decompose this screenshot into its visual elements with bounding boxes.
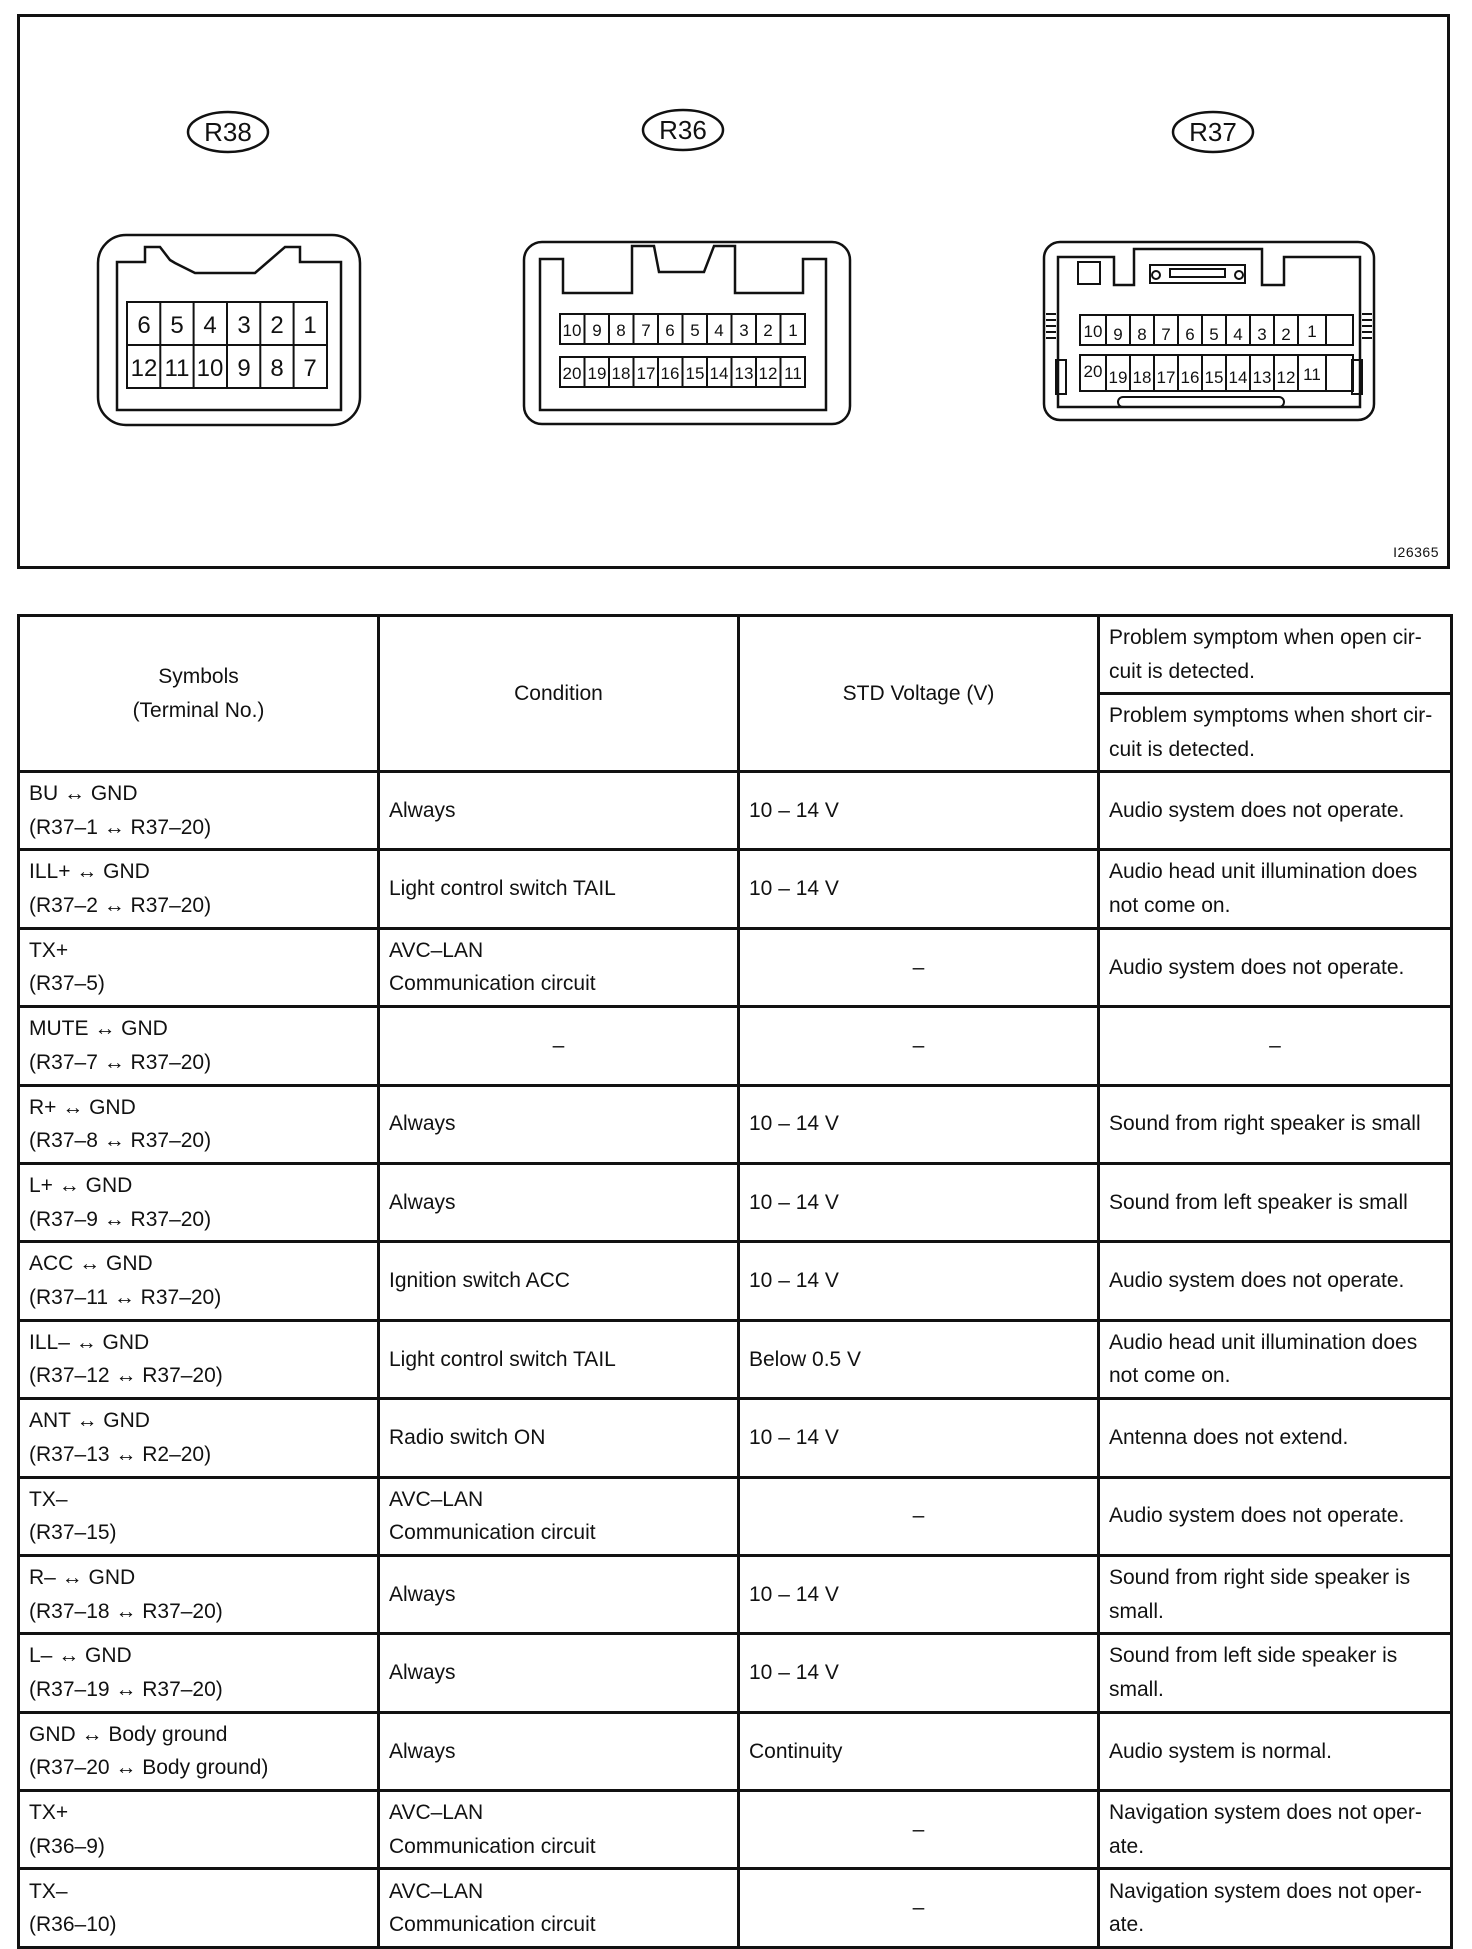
symbol-cell-text: (R37–9 ↔ R37–20)	[29, 1207, 212, 1231]
header-short-line1: Problem symptoms when short cir-	[1109, 703, 1433, 727]
r38-pin: 3	[237, 312, 251, 339]
voltage-cell-text: –	[912, 1034, 925, 1058]
r36-pin: 6	[665, 321, 675, 340]
symbol-cell	[19, 1320, 379, 1398]
header-open-line2: cuit is detected.	[1109, 659, 1255, 683]
problem-cell-text: Audio system does not operate.	[1109, 1504, 1405, 1528]
r36-pin: 3	[739, 321, 749, 340]
voltage-cell-text: 10 – 14 V	[749, 1269, 839, 1293]
r36-pin: 18	[611, 364, 631, 383]
voltage-cell	[739, 1791, 1099, 1869]
r36-pin: 9	[592, 321, 602, 340]
voltage-cell-text: 10 – 14 V	[749, 877, 839, 901]
symbol-cell-text: ACC ↔ GND	[29, 1252, 153, 1276]
condition-cell	[379, 1242, 739, 1320]
condition-cell	[379, 772, 739, 850]
r37-pin: 9	[1113, 325, 1123, 344]
symbol-cell	[19, 1242, 379, 1320]
symbol-cell-text: MUTE ↔ GND	[29, 1017, 168, 1041]
voltage-cell	[739, 1555, 1099, 1633]
condition-cell-text: Light control switch TAIL	[389, 1347, 616, 1371]
condition-cell	[379, 1477, 739, 1555]
condition-cell	[379, 928, 739, 1006]
symbol-cell-text: TX+	[29, 938, 69, 962]
voltage-cell-text: –	[912, 1896, 925, 1920]
problem-cell-text: not come on.	[1109, 1364, 1231, 1388]
r38-pin: 12	[130, 355, 158, 382]
r36-pin: 1	[788, 321, 798, 340]
problem-cell	[1099, 1712, 1452, 1790]
r37-pin: 7	[1161, 325, 1171, 344]
voltage-cell	[739, 1242, 1099, 1320]
problem-cell	[1099, 1242, 1452, 1320]
condition-cell-text: AVC–LAN	[389, 938, 484, 962]
problem-cell	[1099, 1399, 1452, 1477]
condition-cell-text: Radio switch ON	[389, 1426, 546, 1450]
symbol-cell-text: (R37–20 ↔ Body ground)	[29, 1756, 269, 1780]
symbol-cell-text: L+ ↔ GND	[29, 1174, 133, 1198]
header-open-circuit	[1099, 616, 1452, 694]
voltage-cell-text: –	[912, 1504, 925, 1528]
r38-pin: 9	[237, 355, 251, 382]
symbol-cell-text: TX–	[29, 1487, 68, 1511]
condition-cell-text: Always	[389, 1112, 456, 1136]
problem-cell	[1099, 1320, 1452, 1398]
table-body	[19, 772, 1452, 1948]
symbol-cell-text: ILL+ ↔ GND	[29, 860, 150, 884]
symbol-cell-text: (R37–19 ↔ R37–20)	[29, 1677, 223, 1701]
condition-cell	[379, 1007, 739, 1085]
r36-pin: 12	[758, 364, 778, 383]
r36-pin: 13	[734, 364, 754, 383]
table-row	[19, 772, 1452, 850]
r36-pin: 10	[562, 321, 582, 340]
r38-pin: 5	[170, 312, 184, 339]
problem-cell-text: Audio system does not operate.	[1109, 1269, 1405, 1293]
r37-pin: 10	[1083, 322, 1103, 341]
r37-pin: 12	[1276, 368, 1296, 387]
figure-id: I26365	[1393, 544, 1439, 560]
symbol-cell	[19, 1791, 379, 1869]
voltage-cell-text: 10 – 14 V	[749, 1426, 839, 1450]
header-symbols-line1: Symbols	[158, 664, 239, 688]
table-row	[19, 1320, 1452, 1398]
condition-cell-text: Communication circuit	[389, 972, 596, 996]
r37-pin: 18	[1132, 368, 1152, 387]
symbol-cell	[19, 1007, 379, 1085]
voltage-cell-text: 10 – 14 V	[749, 798, 839, 822]
symbol-cell-text: (R37–7 ↔ R37–20)	[29, 1050, 212, 1074]
voltage-cell	[739, 850, 1099, 928]
voltage-cell-text: 10 – 14 V	[749, 1582, 839, 1606]
symbol-cell	[19, 772, 379, 850]
table-row	[19, 1007, 1452, 1085]
condition-cell-text: Always	[389, 1739, 456, 1763]
header-row	[19, 616, 1452, 694]
table-row	[19, 1399, 1452, 1477]
r37-pin: 11	[1303, 365, 1321, 384]
condition-cell	[379, 1399, 739, 1477]
condition-cell	[379, 850, 739, 928]
r36-pin: 4	[714, 321, 724, 340]
r36-pin: 20	[562, 364, 582, 383]
symbol-cell	[19, 1085, 379, 1163]
symbol-cell-text: (R37–13 ↔ R2–20)	[29, 1442, 212, 1466]
problem-cell-text: Sound from right speaker is small	[1109, 1112, 1421, 1136]
r38-label: R38	[204, 117, 252, 147]
symbol-cell	[19, 1477, 379, 1555]
r36-pin: 5	[690, 321, 700, 340]
table-row	[19, 1712, 1452, 1790]
r36-pin: 19	[587, 364, 607, 383]
table-row	[19, 1242, 1452, 1320]
problem-cell-text: ate.	[1109, 1913, 1145, 1937]
symbol-cell	[19, 850, 379, 928]
voltage-cell	[739, 772, 1099, 850]
r37-pin: 20	[1083, 362, 1103, 381]
r36-pin: 17	[636, 364, 656, 383]
symbol-cell-text: ILL– ↔ GND	[29, 1330, 150, 1354]
r38-pin: 10	[196, 355, 224, 382]
condition-cell-text: Always	[389, 1661, 456, 1685]
header-symbols	[19, 616, 379, 772]
symbol-cell-text: TX+	[29, 1801, 69, 1825]
r37-pin: 1	[1307, 322, 1317, 341]
symbol-cell-text: (R37–11 ↔ R37–20)	[29, 1286, 222, 1310]
voltage-cell	[739, 1085, 1099, 1163]
voltage-cell	[739, 1007, 1099, 1085]
r37-pin: 17	[1156, 368, 1176, 387]
condition-cell-text: Light control switch TAIL	[389, 877, 616, 901]
problem-cell-text: Audio head unit illumination does	[1109, 860, 1418, 884]
condition-cell-text: Ignition switch ACC	[389, 1269, 570, 1293]
symbol-cell-text: (R37–8 ↔ R37–20)	[29, 1129, 212, 1153]
symbol-cell	[19, 1163, 379, 1241]
symbol-cell-text: (R37–12 ↔ R37–20)	[29, 1364, 223, 1388]
problem-cell-text: Sound from right side speaker is	[1109, 1566, 1411, 1589]
symbol-cell-text: (R36–10)	[29, 1913, 117, 1937]
condition-cell-text: Communication circuit	[389, 1913, 596, 1937]
voltage-cell	[739, 1477, 1099, 1555]
problem-cell	[1099, 1163, 1452, 1241]
problem-cell-text: Audio system is normal.	[1109, 1739, 1332, 1763]
symbol-cell-text: (R36–9)	[29, 1834, 105, 1858]
condition-cell	[379, 1869, 739, 1947]
table-row	[19, 1163, 1452, 1241]
problem-cell	[1099, 928, 1452, 1006]
r36-pin: 11	[784, 364, 802, 383]
r37-pin: 19	[1108, 368, 1128, 387]
condition-cell-text: Communication circuit	[389, 1834, 596, 1858]
condition-cell-text: –	[552, 1034, 565, 1058]
header-short-circuit	[1099, 694, 1452, 772]
condition-cell-text: AVC–LAN	[389, 1879, 484, 1903]
problem-cell	[1099, 1869, 1452, 1947]
condition-cell	[379, 1712, 739, 1790]
symbol-cell-text: (R37–1 ↔ R37–20)	[29, 815, 212, 839]
header-open-line1: Problem symptom when open cir-	[1109, 625, 1422, 649]
condition-cell	[379, 1634, 739, 1712]
r38-pin: 1	[303, 312, 317, 339]
symbol-cell-text: (R37–15)	[29, 1521, 117, 1545]
r36-pin: 8	[616, 321, 626, 340]
voltage-cell	[739, 1634, 1099, 1712]
symbol-cell-text: BU ↔ GND	[29, 782, 138, 806]
connector-diagram	[20, 17, 1447, 566]
symbol-cell-text: ANT ↔ GND	[29, 1409, 150, 1433]
voltage-cell	[739, 1869, 1099, 1947]
symbol-cell-text: L– ↔ GND	[29, 1644, 132, 1668]
r37-pin: 3	[1257, 325, 1267, 344]
table-row	[19, 1791, 1452, 1869]
voltage-cell-text: 10 – 14 V	[749, 1661, 839, 1685]
symbol-cell-text: R+ ↔ GND	[29, 1095, 136, 1119]
condition-cell	[379, 1791, 739, 1869]
r36-pin: 14	[709, 364, 729, 383]
r37-pin: 13	[1252, 368, 1272, 387]
symbol-cell-text: TX–	[29, 1879, 68, 1903]
r38-pin: 7	[303, 355, 317, 382]
voltage-cell-text: –	[912, 1817, 925, 1841]
symbol-cell	[19, 1634, 379, 1712]
problem-cell	[1099, 1555, 1452, 1633]
r38-pin: 8	[270, 355, 284, 382]
table-row	[19, 1869, 1452, 1947]
voltage-cell-text: 10 – 14 V	[749, 1190, 839, 1214]
r36-pin: 15	[685, 364, 705, 383]
terminal-voltage-table	[17, 614, 1453, 1949]
r36-label: R36	[659, 115, 707, 145]
table-row	[19, 1634, 1452, 1712]
voltage-cell	[739, 928, 1099, 1006]
condition-cell	[379, 1320, 739, 1398]
symbol-cell-text: (R37–5)	[29, 972, 105, 996]
r38-pin: 6	[137, 312, 151, 339]
r37-pin: 6	[1185, 325, 1195, 344]
r37-pin: 5	[1209, 325, 1219, 344]
r37-label: R37	[1189, 117, 1237, 147]
problem-cell-text: Sound from left speaker is small	[1109, 1190, 1408, 1214]
symbol-cell-text: GND ↔ Body ground	[29, 1722, 228, 1746]
header-symbols-line2: (Terminal No.)	[132, 698, 265, 722]
voltage-cell-text: 10 – 14 V	[749, 1112, 839, 1136]
symbol-cell-text: (R37–2 ↔ R37–20)	[29, 894, 212, 918]
condition-cell-text: AVC–LAN	[389, 1801, 484, 1825]
voltage-cell	[739, 1399, 1099, 1477]
condition-cell	[379, 1163, 739, 1241]
r38-pin: 2	[270, 312, 284, 339]
problem-cell-text: Navigation system does not oper-	[1109, 1879, 1422, 1903]
voltage-cell	[739, 1163, 1099, 1241]
header-short-line2: cuit is detected.	[1109, 737, 1255, 761]
problem-cell	[1099, 1477, 1452, 1555]
header-condition: Condition	[379, 616, 739, 772]
problem-cell	[1099, 1007, 1452, 1085]
table-row	[19, 1555, 1452, 1633]
r38-pin: 4	[203, 312, 217, 339]
r37-pin: 16	[1180, 368, 1200, 387]
problem-cell	[1099, 1634, 1452, 1712]
condition-cell	[379, 1085, 739, 1163]
problem-cell	[1099, 850, 1452, 928]
table-row	[19, 850, 1452, 928]
problem-cell-text: Audio system does not operate.	[1109, 955, 1405, 979]
symbol-cell	[19, 1555, 379, 1633]
r36-pin: 2	[763, 321, 773, 340]
table-row	[19, 1085, 1452, 1163]
condition-cell-text: Always	[389, 1190, 456, 1214]
voltage-cell	[739, 1320, 1099, 1398]
voltage-cell-text: –	[912, 955, 925, 979]
r38-pin: 11	[164, 355, 190, 382]
problem-cell	[1099, 772, 1452, 850]
condition-cell-text: Communication circuit	[389, 1521, 596, 1545]
symbol-cell-text: (R37–18 ↔ R37–20)	[29, 1599, 223, 1623]
voltage-cell-text: Below 0.5 V	[749, 1347, 862, 1371]
table-row	[19, 1477, 1452, 1555]
problem-cell-text: –	[1269, 1034, 1281, 1058]
table-row	[19, 928, 1452, 1006]
r37-pin: 14	[1228, 368, 1248, 387]
problem-cell-text: small.	[1109, 1677, 1164, 1701]
voltage-cell	[739, 1712, 1099, 1790]
symbol-cell	[19, 1869, 379, 1947]
problem-cell-text: ate.	[1109, 1834, 1145, 1858]
symbol-cell	[19, 928, 379, 1006]
symbol-cell-text: R– ↔ GND	[29, 1566, 136, 1589]
problem-cell	[1099, 1791, 1452, 1869]
problem-cell-text: Audio system does not operate.	[1109, 798, 1405, 822]
condition-cell-text: AVC–LAN	[389, 1487, 484, 1511]
voltage-cell-text: Continuity	[749, 1739, 843, 1763]
problem-cell-text: Audio head unit illumination does	[1109, 1330, 1418, 1354]
problem-cell-text: Navigation system does not oper-	[1109, 1801, 1422, 1825]
r37-pin: 8	[1137, 325, 1147, 344]
connector-figure	[17, 14, 1450, 569]
r37-pin: 4	[1233, 325, 1243, 344]
r37-pin: 2	[1281, 325, 1291, 344]
condition-cell-text: Always	[389, 1582, 456, 1606]
problem-cell	[1099, 1085, 1452, 1163]
condition-cell	[379, 1555, 739, 1633]
r36-pin: 7	[641, 321, 651, 340]
symbol-cell	[19, 1399, 379, 1477]
symbol-cell	[19, 1712, 379, 1790]
condition-cell-text: Always	[389, 798, 456, 822]
header-voltage: STD Voltage (V)	[739, 616, 1099, 772]
problem-cell-text: not come on.	[1109, 894, 1231, 918]
r37-pin: 15	[1204, 368, 1224, 387]
r36-pin: 16	[660, 364, 680, 383]
problem-cell-text: Sound from left side speaker is	[1109, 1644, 1398, 1668]
problem-cell-text: Antenna does not extend.	[1109, 1426, 1349, 1450]
problem-cell-text: small.	[1109, 1599, 1164, 1623]
